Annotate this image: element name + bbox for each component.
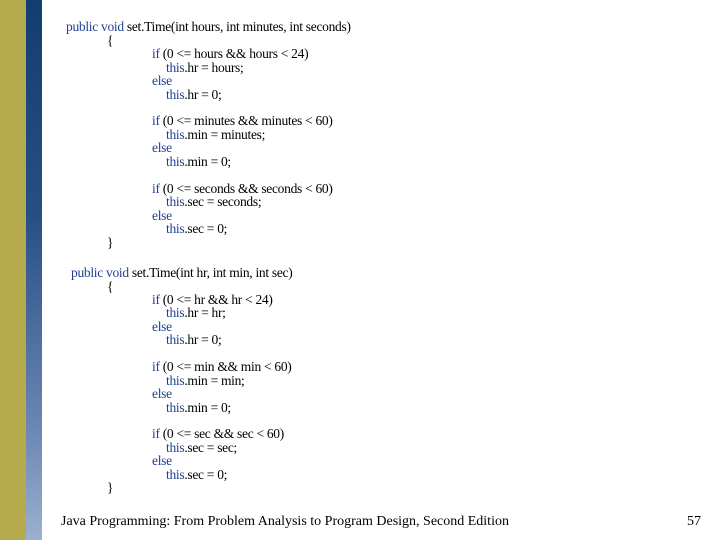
method1-if-seconds: if (0 <= seconds && seconds < 60): [152, 181, 333, 196]
method1-else-2: else: [152, 140, 172, 155]
method1-signature: public void set.Time(int hours, int minutes, int seconds): [66, 19, 351, 34]
blue-side-band: [26, 0, 42, 540]
method2-zero-min: this.min = 0;: [166, 400, 231, 415]
method2-if-min: if (0 <= min && min < 60): [152, 359, 292, 374]
method2-if-hr: if (0 <= hr && hr < 24): [152, 292, 273, 307]
method2-if-sec: if (0 <= sec && sec < 60): [152, 426, 284, 441]
method2-signature: public void set.Time(int hr, int min, int sec): [71, 265, 293, 280]
method2-zero-hr: this.hr = 0;: [166, 332, 222, 347]
footer-book-title: Java Programming: From Problem Analysis to Program Design, Second Edition: [61, 514, 509, 529]
method2-close-brace: }: [107, 480, 114, 495]
method1-if-hours: if (0 <= hours && hours < 24): [152, 46, 309, 61]
olive-side-band: [0, 0, 26, 540]
method2-zero-sec: this.sec = 0;: [166, 467, 228, 482]
method2-assign-sec: this.sec = sec;: [166, 440, 237, 455]
method2-else-3: else: [152, 453, 172, 468]
method1-else-3: else: [152, 208, 172, 223]
method1-if-minutes: if (0 <= minutes && minutes < 60): [152, 113, 333, 128]
method1-zero-seconds: this.sec = 0;: [166, 221, 228, 236]
method1-zero-hours: this.hr = 0;: [166, 87, 222, 102]
method2-assign-hr: this.hr = hr;: [166, 305, 226, 320]
method1-assign-seconds: this.sec = seconds;: [166, 194, 262, 209]
page-number: 57: [687, 514, 701, 529]
method1-close-brace: }: [107, 235, 114, 250]
method1-assign-minutes: this.min = minutes;: [166, 127, 266, 142]
method2-else-1: else: [152, 319, 172, 334]
method1-zero-minutes: this.min = 0;: [166, 154, 231, 169]
method1-else-1: else: [152, 73, 172, 88]
method2-assign-min: this.min = min;: [166, 373, 245, 388]
method2-open-brace: {: [107, 279, 114, 294]
method1-assign-hours: this.hr = hours;: [166, 60, 244, 75]
method1-open-brace: {: [107, 33, 114, 48]
method2-else-2: else: [152, 386, 172, 401]
